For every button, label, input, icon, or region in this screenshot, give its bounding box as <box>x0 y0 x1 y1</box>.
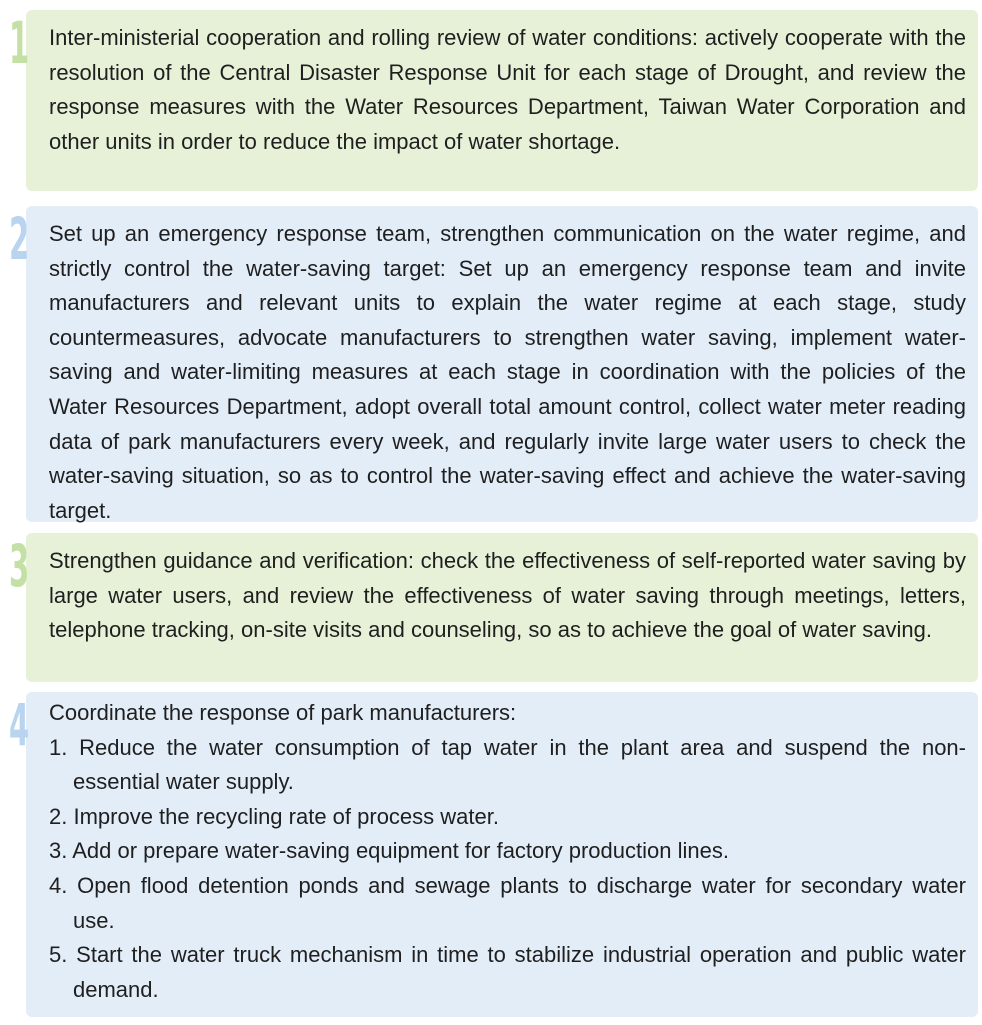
item-text-2: Set up an emergency response team, strengthen communication on the water regime, and strictly control the water-saving target: Set up an emergency response team and invite manufacturers and relevant units to explain the water regime at each stage, study countermeasures, advocate manufacturers to strengthen water saving, implement water-saving and water-limiting measures at each stage in coordination with the policies of the Water Resources Department, adopt overall total amount control, collect water meter reading data of park manufacturers every week, and regularly invite large water users to check the water-saving situation, so as to control the water-saving effect and achieve the water-saving target. <box>49 221 966 523</box>
measure-item-4 <box>9 691 978 1017</box>
item-number-3: 3 <box>9 532 30 600</box>
item-heading-4 <box>49 692 966 1007</box>
item-heading-text: Coordinate the response of park manufacturers: <box>49 700 517 725</box>
list-item: 4. Open flood detention ponds and sewage plants to discharge water for secondary water use. <box>49 872 966 933</box>
list-item: 2. Improve the recycling rate of process water. <box>49 803 499 829</box>
list-item: 5. Start the water truck mechanism in time to stabilize industrial operation and public water demand. <box>49 942 966 1002</box>
measure-item-2 <box>9 205 978 523</box>
measure-item-3 <box>9 532 978 682</box>
measure-item-1 <box>9 9 978 191</box>
item-number-4: 4 <box>9 691 30 759</box>
item-number-1: 1 <box>9 9 30 77</box>
response-list <box>49 731 966 1008</box>
item-text-1: Inter-ministerial cooperation and rolling review of water conditions: actively cooperate with the resolution of the Central Disaster Response Unit for each stage of Drought, and review the response measures with the Water Resources Department, Taiwan Water Corporation and other units in order to reduce the impact of water shortage. <box>49 25 966 154</box>
list-item: 1. Reduce the water consumption of tap water in the plant area and suspend the non-essential water supply. <box>49 734 966 795</box>
list-item: 3. Add or prepare water-saving equipment for factory production lines. <box>49 838 729 864</box>
item-text-3: Strengthen guidance and verification: check the effectiveness of self-reported water saving by large water users, and review the effectiveness of water saving through meetings, letters, telephone tracking, on-site visits and counseling, so as to achieve the goal of water saving. <box>49 548 966 643</box>
item-number-2: 2 <box>9 205 30 273</box>
